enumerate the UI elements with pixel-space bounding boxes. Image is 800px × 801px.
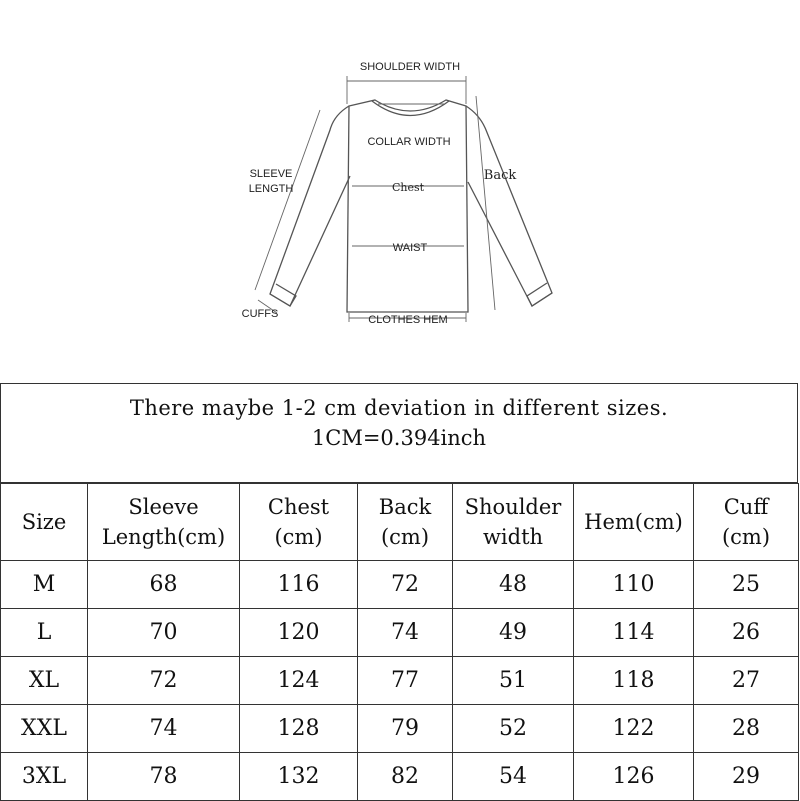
cell-shoulder-width: 48 — [453, 561, 574, 609]
cell-cuff: 28 — [694, 705, 799, 753]
cell-hem: 126 — [574, 753, 694, 801]
table-header-row — [1, 484, 799, 561]
cell-sleeve-length: 74 — [88, 705, 240, 753]
header-shoulder-width: Shoulder width — [453, 484, 574, 561]
table-row — [1, 657, 799, 705]
shirt-outline — [347, 100, 468, 312]
cell-hem: 122 — [574, 705, 694, 753]
table-row — [1, 561, 799, 609]
header-cuff: Cuff (cm) — [694, 484, 799, 561]
right-sleeve-outline — [466, 106, 552, 306]
chest-label: Chest — [391, 181, 425, 194]
cell-chest: 120 — [240, 609, 358, 657]
collar-outline — [372, 101, 449, 116]
left-sleeve-outline — [270, 106, 350, 306]
cell-size: XL — [1, 657, 88, 705]
cell-shoulder-width: 49 — [453, 609, 574, 657]
cell-shoulder-width: 51 — [453, 657, 574, 705]
left-cuff-outline — [270, 284, 296, 306]
table-row — [1, 609, 799, 657]
header-size: Size — [1, 484, 88, 561]
cell-shoulder-width: 54 — [453, 753, 574, 801]
sleeve-length-label-line2: LENGTH — [248, 183, 294, 195]
header-hem: Hem(cm) — [574, 484, 694, 561]
cell-sleeve-length: 78 — [88, 753, 240, 801]
cell-back: 79 — [358, 705, 453, 753]
cell-sleeve-length: 70 — [88, 609, 240, 657]
cell-hem: 118 — [574, 657, 694, 705]
cell-chest: 128 — [240, 705, 358, 753]
cuffs-label: CUFFS — [241, 308, 279, 320]
cell-back: 74 — [358, 609, 453, 657]
unit-conversion-note: 1CM=0.394inch — [311, 426, 487, 450]
cell-sleeve-length: 72 — [88, 657, 240, 705]
deviation-note-text: There maybe 1-2 cm deviation in different sizes. — [129, 396, 669, 420]
clothes-hem-label: CLOTHES HEM — [368, 314, 448, 326]
cell-chest: 132 — [240, 753, 358, 801]
cell-cuff: 27 — [694, 657, 799, 705]
cell-cuff: 26 — [694, 609, 799, 657]
cell-hem: 110 — [574, 561, 694, 609]
shoulder-width-label: SHOULDER WIDTH — [359, 61, 461, 73]
cell-sleeve-length: 68 — [88, 561, 240, 609]
cell-hem: 114 — [574, 609, 694, 657]
cell-cuff: 25 — [694, 561, 799, 609]
table-row — [1, 753, 799, 801]
cell-chest: 116 — [240, 561, 358, 609]
cell-back: 72 — [358, 561, 453, 609]
collar-width-label: COLLAR WIDTH — [367, 136, 451, 148]
table-row — [1, 705, 799, 753]
right-cuff-outline — [527, 283, 552, 306]
cell-size: XXL — [1, 705, 88, 753]
waist-label: WAIST — [392, 242, 428, 254]
deviation-note — [0, 383, 798, 483]
back-label: Back — [483, 168, 517, 183]
garment-measurement-diagram — [0, 0, 800, 340]
size-chart-table — [0, 483, 799, 801]
cell-size: M — [1, 561, 88, 609]
cell-shoulder-width: 52 — [453, 705, 574, 753]
cell-cuff: 29 — [694, 753, 799, 801]
cell-chest: 124 — [240, 657, 358, 705]
cell-size: L — [1, 609, 88, 657]
header-back: Back (cm) — [358, 484, 453, 561]
header-sleeve-length: Sleeve Length(cm) — [88, 484, 240, 561]
header-chest: Chest (cm) — [240, 484, 358, 561]
cell-back: 77 — [358, 657, 453, 705]
cell-back: 82 — [358, 753, 453, 801]
cell-size: 3XL — [1, 753, 88, 801]
sleeve-length-label-line1: SLEEVE — [249, 168, 293, 180]
